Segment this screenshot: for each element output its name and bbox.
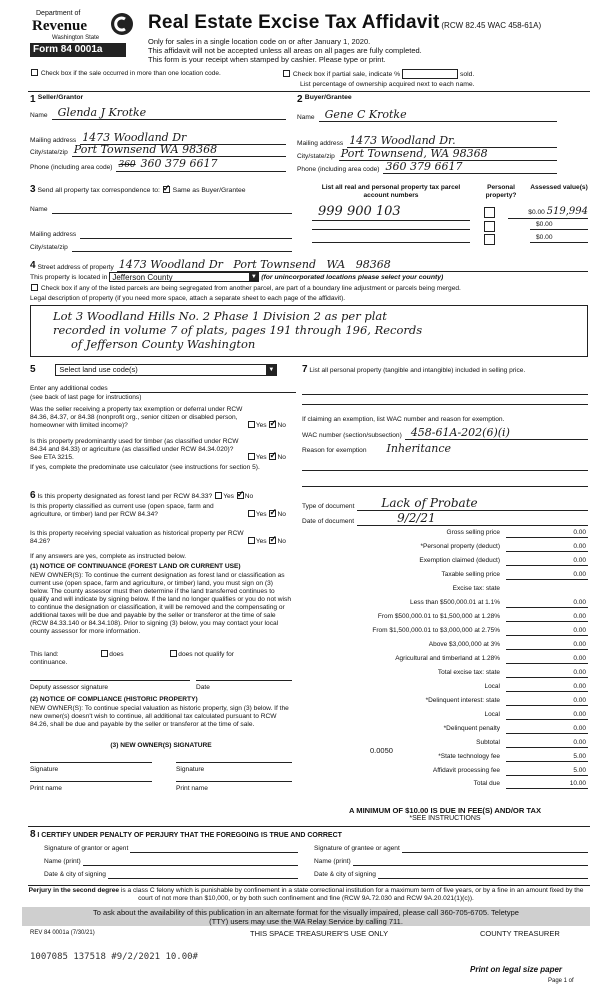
does-not-label: does not qualify for <box>178 651 234 658</box>
perjury-notice <box>22 887 590 903</box>
logo-line3: Washington State <box>52 35 100 41</box>
current-use-yes-checkbox[interactable] <box>248 510 255 517</box>
seller-phone-label: Phone (including area code) <box>30 163 113 171</box>
fee-value[interactable]: 0.00 <box>506 613 588 622</box>
section-5-number: 5 <box>30 364 36 375</box>
corr-city-row <box>30 244 292 252</box>
see-back-note: (see back of last page for instructions) <box>30 394 142 401</box>
form-title-block <box>148 12 588 64</box>
fee-label: Less than $500,000.01 at 1.1% <box>410 599 500 606</box>
owner-print-line-2[interactable] <box>176 781 292 782</box>
sold-label: sold. <box>459 70 475 78</box>
this-land-label: This land: <box>30 651 59 658</box>
reason-row <box>302 442 588 455</box>
section-6-number: 6 <box>30 490 36 501</box>
notice-1-title: (1) NOTICE OF CONTINUANCE (FOREST LAND OR CURRENT USE) <box>30 563 241 570</box>
deputy-signature-label: Deputy assessor signature <box>30 684 109 691</box>
fee-value[interactable]: 0.00 <box>506 725 588 734</box>
multi-location-row <box>30 69 280 78</box>
agency-logo <box>30 8 130 64</box>
fee-value[interactable]: 0.00 <box>506 627 588 636</box>
doc-type-label: Type of document <box>302 503 355 511</box>
fee-label: Total excise tax: state <box>437 669 500 676</box>
assessed-value-2[interactable]: $0.00 <box>530 221 588 230</box>
page-number: Page 1 of <box>548 978 574 984</box>
subtitle-2: This affidavit will not be accepted unless all areas on all pages are fully completed. <box>148 45 422 55</box>
grantor-sig-row <box>44 845 298 853</box>
exemption-yes-checkbox[interactable] <box>248 421 255 428</box>
doc-type-field[interactable]: Lack of Probate <box>357 496 588 511</box>
subtitle-3: This form is your receipt when stamped by cashier. Please type or print. <box>148 54 386 64</box>
print-legal-note: Print on legal size paper <box>470 965 563 974</box>
historic-no-label: No <box>277 537 286 545</box>
see-instructions: *SEE INSTRUCTIONS <box>409 815 481 822</box>
exemption-no-label: No <box>277 421 286 429</box>
fee-value[interactable]: 0.00 <box>506 655 588 664</box>
perjury-bold: Perjury in the second degree <box>28 887 120 894</box>
seller-name-field[interactable]: Glenda J Krotke <box>52 106 286 120</box>
partial-sale-label: Check box if partial sale, indicate % <box>292 70 401 78</box>
fee-label: *Delinquent interest: state <box>425 697 500 704</box>
ada-line-1: To ask about the availability of this publication in an alternate format for the visually impaired, please call 360-705-6705. Teletype <box>93 908 519 917</box>
seller-mail-label: Mailing address <box>30 137 77 145</box>
exemption-question <box>30 406 296 430</box>
seller-mail-field[interactable]: 1473 Woodland Dr <box>80 131 286 145</box>
forest-question <box>30 490 296 502</box>
legal-line-3: of Jefferson County Washington <box>71 337 256 351</box>
current-use-yes-label: Yes <box>255 510 267 518</box>
timber-no-label: No <box>277 453 286 461</box>
buyer-mail-label: Mailing address <box>297 140 344 148</box>
corr-name-label: Name <box>30 206 48 214</box>
fee-value[interactable]: 0.00 <box>506 697 588 706</box>
exemption-no-checkbox[interactable] <box>269 421 276 428</box>
chevron-down-icon[interactable]: ▼ <box>266 365 276 375</box>
partial-sale-input[interactable] <box>402 69 458 79</box>
grantor-name-field[interactable] <box>83 859 298 866</box>
located-label: This property is located in <box>30 273 108 281</box>
section-3-number: 3 <box>30 184 36 195</box>
fee-value[interactable]: 0.00 <box>506 543 588 552</box>
grantee-name-label: Name (print) <box>314 858 351 865</box>
continuance-label: continuance. <box>30 659 68 666</box>
legal-line-1: Lot 3 Woodland Hills No. 2 Phase 1 Division 2 as per plat <box>53 309 387 323</box>
does-label: does <box>109 651 124 658</box>
corr-name-row <box>30 206 292 214</box>
historic-question <box>30 530 296 546</box>
parcel-col-header: List all real and personal property tax parcel account numbers <box>321 184 461 199</box>
buyer-phone-row <box>297 160 557 174</box>
forest-no-label: No <box>244 493 254 500</box>
current-use-question <box>30 503 296 519</box>
doc-date-label: Date of document <box>302 518 355 526</box>
ada-line-2: (TTY) users may use the WA Relay Service by calling 711. <box>209 917 403 926</box>
seller-phone-field[interactable] <box>116 157 286 172</box>
owner-signature-line-2[interactable] <box>176 762 292 763</box>
notice-2-body: NEW OWNER(S): To continue special valuation as historic property, sign (3) below. If the new owner(s) doesn't wish to continue, all additional tax calculated pursuant to RCW 84.26, shall be due and payable by the seller or transferor at the time of sale. <box>30 705 289 729</box>
boundary-row <box>30 284 590 293</box>
fee-label: Local <box>484 683 500 690</box>
buyer-name-label: Name <box>297 114 315 122</box>
owner-print-line-1[interactable] <box>30 781 152 782</box>
perjury-text: is a class C felony which is punishable by confinement in a state correctional institution for a maximum term of five years, or by a fine in an amount fixed by the court of not more than $10,000, or by both such confinement and fine (RCW 9A.72.030 and RCW 9A.20.021(1)(c)). <box>120 887 584 902</box>
rev-number: REV 84 0001a (7/30/21) <box>30 930 95 936</box>
seller-heading <box>30 94 83 106</box>
forest-question-text: Is this property designated as forest land per RCW 84.33? <box>37 493 213 500</box>
corr-mail-row <box>30 231 292 239</box>
subtitle-1: Only for sales in a single location code on or after January 1, 2020. <box>148 36 371 46</box>
notice-2-title: (2) NOTICE OF COMPLIANCE (HISTORIC PROPERTY) <box>30 696 198 703</box>
buyer-heading <box>297 94 352 106</box>
seller-city-label: City/state/zip <box>30 149 68 157</box>
treasurer-only: THIS SPACE TREASURER'S USE ONLY <box>250 929 389 938</box>
does-not-checkbox[interactable] <box>170 650 177 657</box>
parcel-number-3[interactable] <box>312 235 470 243</box>
fee-value[interactable]: 0.00 <box>506 711 588 720</box>
buyer-heading-label: Buyer/Grantee <box>304 94 352 101</box>
grantee-sig-row <box>314 845 588 853</box>
grantor-name-row <box>44 858 298 866</box>
legal-line-2: recorded in volume 7 of plats, pages 191 through 196, Records <box>53 323 423 337</box>
county-row <box>30 272 590 282</box>
land-use-select-value: Select land use code(s) <box>59 365 138 375</box>
timber-question-text: Is this property predominantly used for timber (as classified under RCW 84.34 and 84.33) or agriculture (as classified under RCW 84.34.020)? See ETA 3215. <box>30 438 239 461</box>
land-use-select[interactable] <box>55 364 277 376</box>
boundary-checkbox[interactable] <box>31 284 38 291</box>
additional-codes-row <box>30 385 296 393</box>
reason-line-3[interactable] <box>302 486 588 487</box>
seller-city-field[interactable]: Port Townsend WA 98368 <box>72 143 286 157</box>
parcel-number-2[interactable] <box>312 222 470 230</box>
fee-label: From $1,500,000.01 to $3,000,000 at 2.75% <box>372 627 500 634</box>
owner-print-label-2: Print name <box>176 785 208 792</box>
current-use-question-text: Is this property classified as current use (open space, farm and agriculture, or timber) land per RCW 84.34? <box>30 503 214 518</box>
corr-city-label: City/state/zip <box>30 244 68 252</box>
forest-yes-label: Yes <box>223 493 234 500</box>
section-4-number: 4 <box>30 260 36 272</box>
timber-yes-label: Yes <box>255 453 267 461</box>
grantor-date-row <box>44 871 298 879</box>
same-as-buyer-checkbox[interactable] <box>163 186 170 193</box>
section-2-number: 2 <box>297 94 303 105</box>
fee-label: From $500,000.01 to $1,500,000 at 1.28% <box>377 613 500 620</box>
fee-value[interactable]: 10.00 <box>506 780 588 789</box>
timber-question <box>30 438 296 462</box>
fee-label: Gross selling price <box>446 529 500 536</box>
notice-1-body: NEW OWNER(S): To continue the current designation as forest land or classification as current use (open space, farm and agriculture, or timber) land, you must sign on (3) below. The county assessor must then determine if the land transferred continues to qualify and will indicate by signing below. If the land no longer qualifies or you do not wish to continue the designation or classification, it will be removed and the compensating or additional taxes will be due and payable by the seller or transferor at the time of sale (RCW 84.33.140 or 84.34.108). Prior to signing (3) below, you may contact your local county assessor for more information. <box>30 572 291 636</box>
corr-name-field[interactable] <box>52 206 292 214</box>
grantee-date-label: Date & city of signing <box>314 871 376 878</box>
multi-location-label: Check box if the sale occurred in more than one location code. <box>40 70 221 77</box>
multi-location-checkbox[interactable] <box>31 69 38 76</box>
fee-value[interactable]: 0.00 <box>506 683 588 692</box>
exemption-question-text: Was the seller receiving a property tax exemption or deferral under RCW 84.36, 84.37, or 84.38 (nonprofit org., senior citizen or disabled person, homeowner with limited income)? <box>30 406 243 429</box>
seller-phone-value: 360 379 6617 <box>140 157 218 170</box>
boundary-label: Check box if any of the listed parcels are being segregated from another parcel, are part of a boundary line adjustment or parcels being merged. <box>40 285 461 292</box>
deputy-date-label: Date <box>196 684 210 691</box>
doc-type-row <box>302 496 588 511</box>
deputy-signature-line[interactable] <box>30 680 190 681</box>
fee-value[interactable]: 0.00 <box>506 599 588 608</box>
section-7-label: List all personal property (tangible and intangible) included in selling price. <box>309 367 526 374</box>
grantor-name-label: Name (print) <box>44 858 81 865</box>
assessed-value-handwritten-1: 519,994 <box>546 206 588 217</box>
county-treasurer: COUNTY TREASURER <box>480 929 560 938</box>
reason-line-2[interactable] <box>302 470 588 471</box>
additional-codes-label: Enter any additional codes <box>30 385 108 392</box>
does-checkbox[interactable] <box>101 650 108 657</box>
seller-city-row <box>30 143 286 157</box>
seller-name-label: Name <box>30 112 48 120</box>
partial-sale-checkbox[interactable] <box>283 70 290 77</box>
buyer-mail-field[interactable]: 1473 Woodland Dr. <box>347 134 557 148</box>
partial-list-note: List percentage of ownership acquired next to each name. <box>300 81 475 88</box>
street-field[interactable]: 1473 Woodland Dr Port Townsend WA 98368 <box>117 258 588 272</box>
county-select[interactable] <box>109 272 259 282</box>
fee-label: Agricultural and timberland at 1.28% <box>395 655 500 662</box>
this-land-row <box>30 650 292 659</box>
parcel-number-1[interactable]: 999 900 103 <box>312 204 470 221</box>
buyer-city-label: City/state/zip <box>297 153 335 161</box>
reason-label: Reason for exemption <box>302 447 367 455</box>
buyer-name-row <box>297 108 557 122</box>
logo-line1: Department of <box>36 10 81 17</box>
grantee-date-row <box>314 871 588 879</box>
logo-line2: Revenue <box>32 18 87 34</box>
exemption-yes-label: Yes <box>255 421 267 429</box>
fee-value[interactable]: 0.00 <box>506 571 588 580</box>
owner-signature-label-1: Signature <box>30 766 59 773</box>
grantee-name-row <box>314 858 588 866</box>
buyer-phone-field[interactable]: 360 379 6617 <box>383 160 557 174</box>
grantee-name-field[interactable] <box>353 859 588 866</box>
grantee-sig-field[interactable] <box>402 846 588 853</box>
fee-value[interactable]: 5.00 <box>506 767 588 776</box>
fee-label: Exemption claimed (deduct) <box>419 557 500 564</box>
wac-field[interactable]: 458-61A-202(6)(i) <box>405 426 588 440</box>
fee-value[interactable]: 0.00 <box>506 739 588 748</box>
buyer-city-field[interactable]: Port Townsend, WA 98368 <box>339 147 557 161</box>
correspondence-row <box>30 184 292 196</box>
doc-date-field[interactable]: 9/2/21 <box>357 511 588 526</box>
if-yes-note: If any answers are yes, complete as instructed below. <box>30 553 187 560</box>
chevron-down-icon[interactable]: ▼ <box>250 274 257 280</box>
seller-phone-row <box>30 157 286 172</box>
legal-label: Legal description of property (if you need more space, attach a separate sheet to each page of the affidavit). <box>30 295 346 302</box>
seller-heading-label: Seller/Grantor <box>37 94 84 101</box>
forest-no-checkbox[interactable] <box>237 492 244 499</box>
corr-city-field[interactable] <box>72 244 292 252</box>
grantor-sig-field[interactable] <box>130 846 298 853</box>
section-7-header <box>302 364 588 376</box>
ada-banner <box>22 907 590 926</box>
wac-row <box>302 426 588 440</box>
corr-mail-field[interactable] <box>80 231 292 239</box>
grantee-date-field[interactable] <box>378 872 588 879</box>
fee-label: Above $3,000,000 at 3% <box>428 641 500 648</box>
fee-label: Taxable selling price <box>441 571 500 578</box>
form-title: Real Estate Excise Tax Affidavit <box>148 12 440 33</box>
land-use-row <box>30 364 296 376</box>
historic-yes-label: Yes <box>255 537 267 545</box>
fee-value[interactable]: 5.00 <box>506 753 588 762</box>
exempt-label: If claiming an exemption, list WAC number and reason for exemption. <box>302 416 505 423</box>
grantor-sig-label: Signature of grantor or agent <box>44 845 129 852</box>
fee-label: *Delinquent penalty <box>443 725 500 732</box>
fee-label: Local <box>484 711 500 718</box>
additional-codes-field[interactable] <box>110 386 296 393</box>
street-label: Street address of property <box>37 264 114 272</box>
minimum-due-notice: A MINIMUM OF $10.00 IS DUE IN FEE(S) AND/OR TAX <box>348 806 542 815</box>
owner-print-label-1: Print name <box>30 785 62 792</box>
deputy-date-line[interactable] <box>196 680 292 681</box>
revenue-logo-icon <box>110 12 134 36</box>
legal-description-box[interactable] <box>30 305 588 357</box>
timber-yes-checkbox[interactable] <box>248 453 255 460</box>
certify-text: I CERTIFY UNDER PENALTY OF PERJURY THAT THE FOREGOING IS TRUE AND CORRECT <box>37 832 342 839</box>
section-1-number: 1 <box>30 94 36 105</box>
personal-col-header: Personal property? <box>485 184 517 199</box>
assessed-col-header: Assessed value(s) <box>530 184 588 191</box>
fee-value[interactable]: 0.00 <box>506 641 588 650</box>
fee-value[interactable]: 0.00 <box>506 529 588 538</box>
forest-yes-checkbox[interactable] <box>215 492 222 499</box>
buyer-phone-label: Phone (including area code) <box>297 166 380 174</box>
partial-sale-row <box>282 69 592 79</box>
owner-signature-line-1[interactable] <box>30 762 152 763</box>
local-rate: 0.0050 <box>370 746 393 755</box>
notice-3-title: (3) NEW OWNER(S) SIGNATURE <box>110 742 212 749</box>
fee-label: *State technology fee <box>438 753 500 760</box>
county-note: (for unincorporated locations please select your county) <box>261 273 444 281</box>
fee-label: Subtotal <box>476 739 500 746</box>
form-number: Form 84 0001a <box>30 43 126 57</box>
grantee-sig-label: Signature of grantee or agent <box>314 845 400 852</box>
section-8-number: 8 <box>30 829 36 840</box>
seller-name-row <box>30 106 286 120</box>
wac-label: WAC number (section/subsection) <box>302 432 402 440</box>
assessed-value-1[interactable] <box>508 206 588 219</box>
treasurer-stamp: 1007085 137518 #9/2/2021 10.00# <box>30 952 198 962</box>
street-row <box>30 258 588 272</box>
personal-property-checkbox-3[interactable] <box>484 234 495 245</box>
timber-no-checkbox[interactable] <box>269 453 276 460</box>
form-title-ref: (RCW 82.45 WAC 458-61A) <box>441 21 542 30</box>
current-use-no-checkbox[interactable] <box>269 510 276 517</box>
seller-phone-strike: 360 <box>118 160 136 170</box>
fee-label: Total due <box>473 780 500 787</box>
certify-row <box>30 829 590 841</box>
doc-date-row <box>302 511 588 526</box>
personal-property-checkbox-2[interactable] <box>484 221 495 232</box>
personal-property-line-2[interactable] <box>302 404 588 405</box>
same-as-buyer-label: Same as Buyer/Grantee <box>172 187 246 194</box>
assessed-value-printed-1: $0.00 <box>528 209 545 216</box>
county-select-value: Jefferson County <box>112 273 173 282</box>
grantor-date-field[interactable] <box>108 872 298 879</box>
fee-label: Excise tax: state <box>452 585 500 592</box>
fee-value[interactable]: 0.00 <box>506 557 588 566</box>
current-use-no-label: No <box>277 510 286 518</box>
section-7-number: 7 <box>302 364 308 375</box>
owner-signature-label-2: Signature <box>176 766 205 773</box>
historic-question-text: Is this property receiving special valuation as historical property per RCW 84.26? <box>30 530 244 545</box>
historic-no-checkbox[interactable] <box>269 537 276 544</box>
buyer-name-field[interactable]: Gene C Krotke <box>319 108 557 122</box>
grantor-date-label: Date & city of signing <box>44 871 106 878</box>
fee-label: *Personal property (deduct) <box>420 543 500 550</box>
personal-property-checkbox-1[interactable] <box>484 207 495 218</box>
personal-property-line-1[interactable] <box>302 394 588 395</box>
reason-field[interactable]: Inheritance <box>386 442 452 455</box>
historic-yes-checkbox[interactable] <box>248 537 255 544</box>
correspondence-label: Send all property tax correspondence to: <box>37 187 160 194</box>
corr-mail-label: Mailing address <box>30 231 77 239</box>
fee-value[interactable]: 0.00 <box>506 669 588 678</box>
assessed-value-3[interactable]: $0.00 <box>530 234 588 243</box>
fee-label: Affidavit processing fee <box>432 767 500 774</box>
timber-note: If yes, complete the predominate use calculator (see instructions for section 5). <box>30 464 260 471</box>
